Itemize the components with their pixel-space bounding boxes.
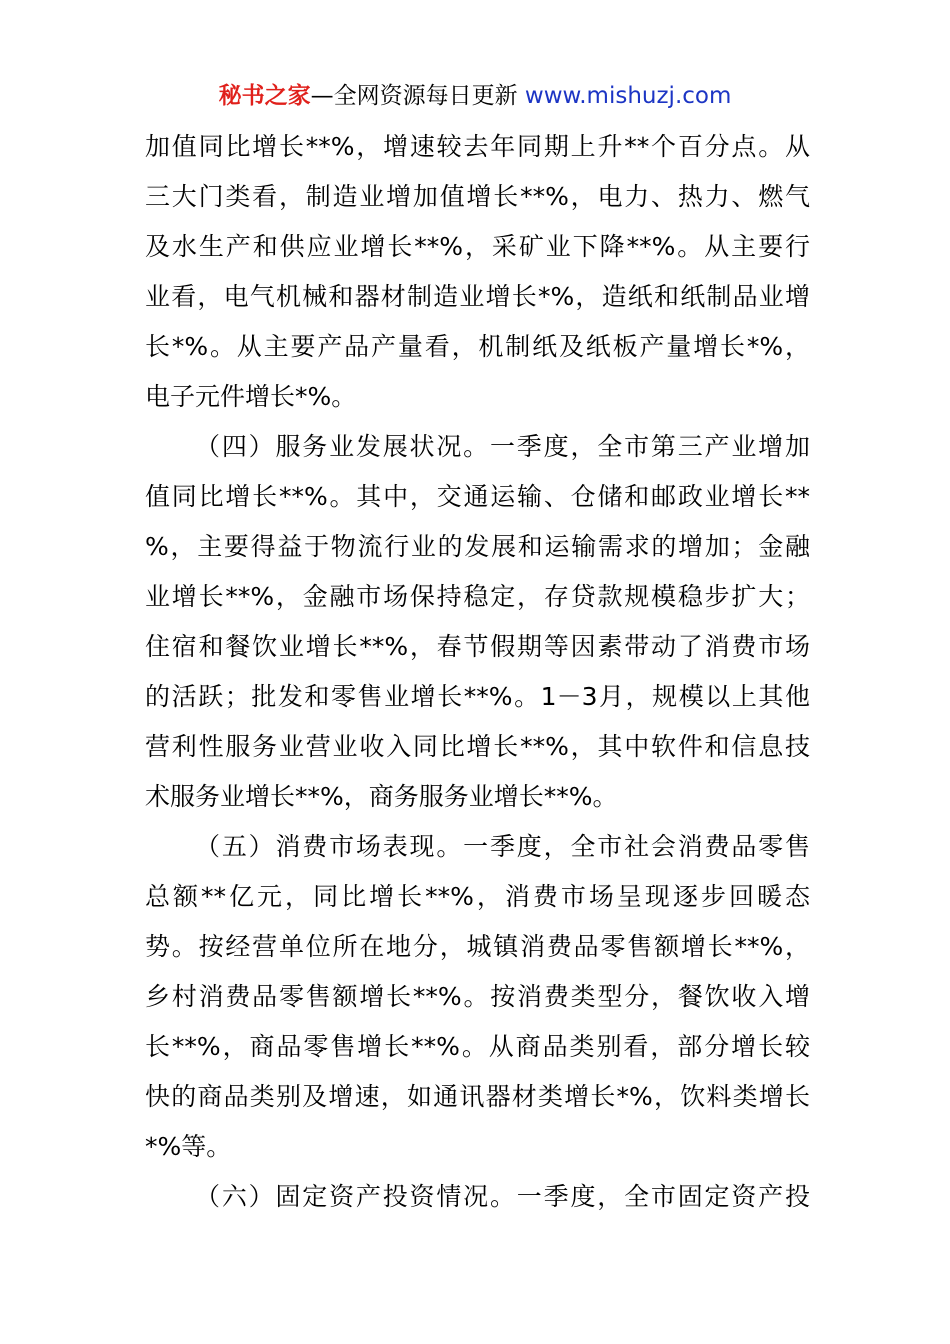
site-url-link[interactable]: www.mishuzj.com (524, 83, 732, 109)
text-line: 势。按经营单位所在地分，城镇消费品零售额增长**%， (145, 932, 810, 961)
text-line: 术服务业增长**%，商务服务业增长**%。 (145, 782, 618, 811)
text-line: 加值同比增长**%，增速较去年同期上升**个百分点。从 (145, 132, 810, 161)
section-heading-line: （四）服务业发展状况。一季度，全市第三产业增加 (195, 432, 810, 461)
text-line: 业增长**%，金融市场保持稳定，存贷款规模稳步扩大； (145, 582, 810, 611)
text-line: 乡村消费品零售额增长**%。按消费类型分，餐饮收入增 (145, 982, 810, 1011)
text-line: 及水生产和供应业增长**%，采矿业下降**%。从主要行 (145, 232, 810, 261)
text-line: 快的商品类别及增速，如通讯器材类增长*%，饮料类增长 (145, 1082, 810, 1111)
section-heading-line: （五）消费市场表现。一季度，全市社会消费品零售 (195, 832, 810, 861)
text-line: 值同比增长**%。其中，交通运输、仓储和邮政业增长** (145, 482, 810, 511)
section-heading-line: （六）固定资产投资情况。一季度，全市固定资产投 (195, 1182, 810, 1211)
text-line: 的活跃；批发和零售业增长**%。1－3月，规模以上其他 (145, 682, 810, 711)
text-line: %，主要得益于物流行业的发展和运输需求的增加；金融 (145, 532, 810, 561)
site-brand: 秘书之家 (218, 83, 311, 109)
site-tagline: —全网资源每日更新 (310, 83, 518, 109)
text-line: 总额**亿元，同比增长**%，消费市场呈现逐步回暖态 (145, 882, 810, 911)
text-line: 住宿和餐饮业增长**%，春节假期等因素带动了消费市场 (145, 632, 810, 661)
text-line: 长**%，商品零售增长**%。从商品类别看，部分增长较 (145, 1032, 810, 1061)
text-line: *%等。 (145, 1132, 232, 1161)
text-line: 长*%。从主要产品产量看，机制纸及纸板产量增长*%， (145, 332, 810, 361)
text-line: 三大门类看，制造业增加值增长**%，电力、热力、燃气 (145, 182, 810, 211)
text-line: 电子元件增长*%。 (145, 382, 357, 411)
text-line: 业看，电气机械和器材制造业增长*%，造纸和纸制品业增 (145, 282, 810, 311)
text-line: 营利性服务业营业收入同比增长**%，其中软件和信息技 (145, 732, 810, 761)
